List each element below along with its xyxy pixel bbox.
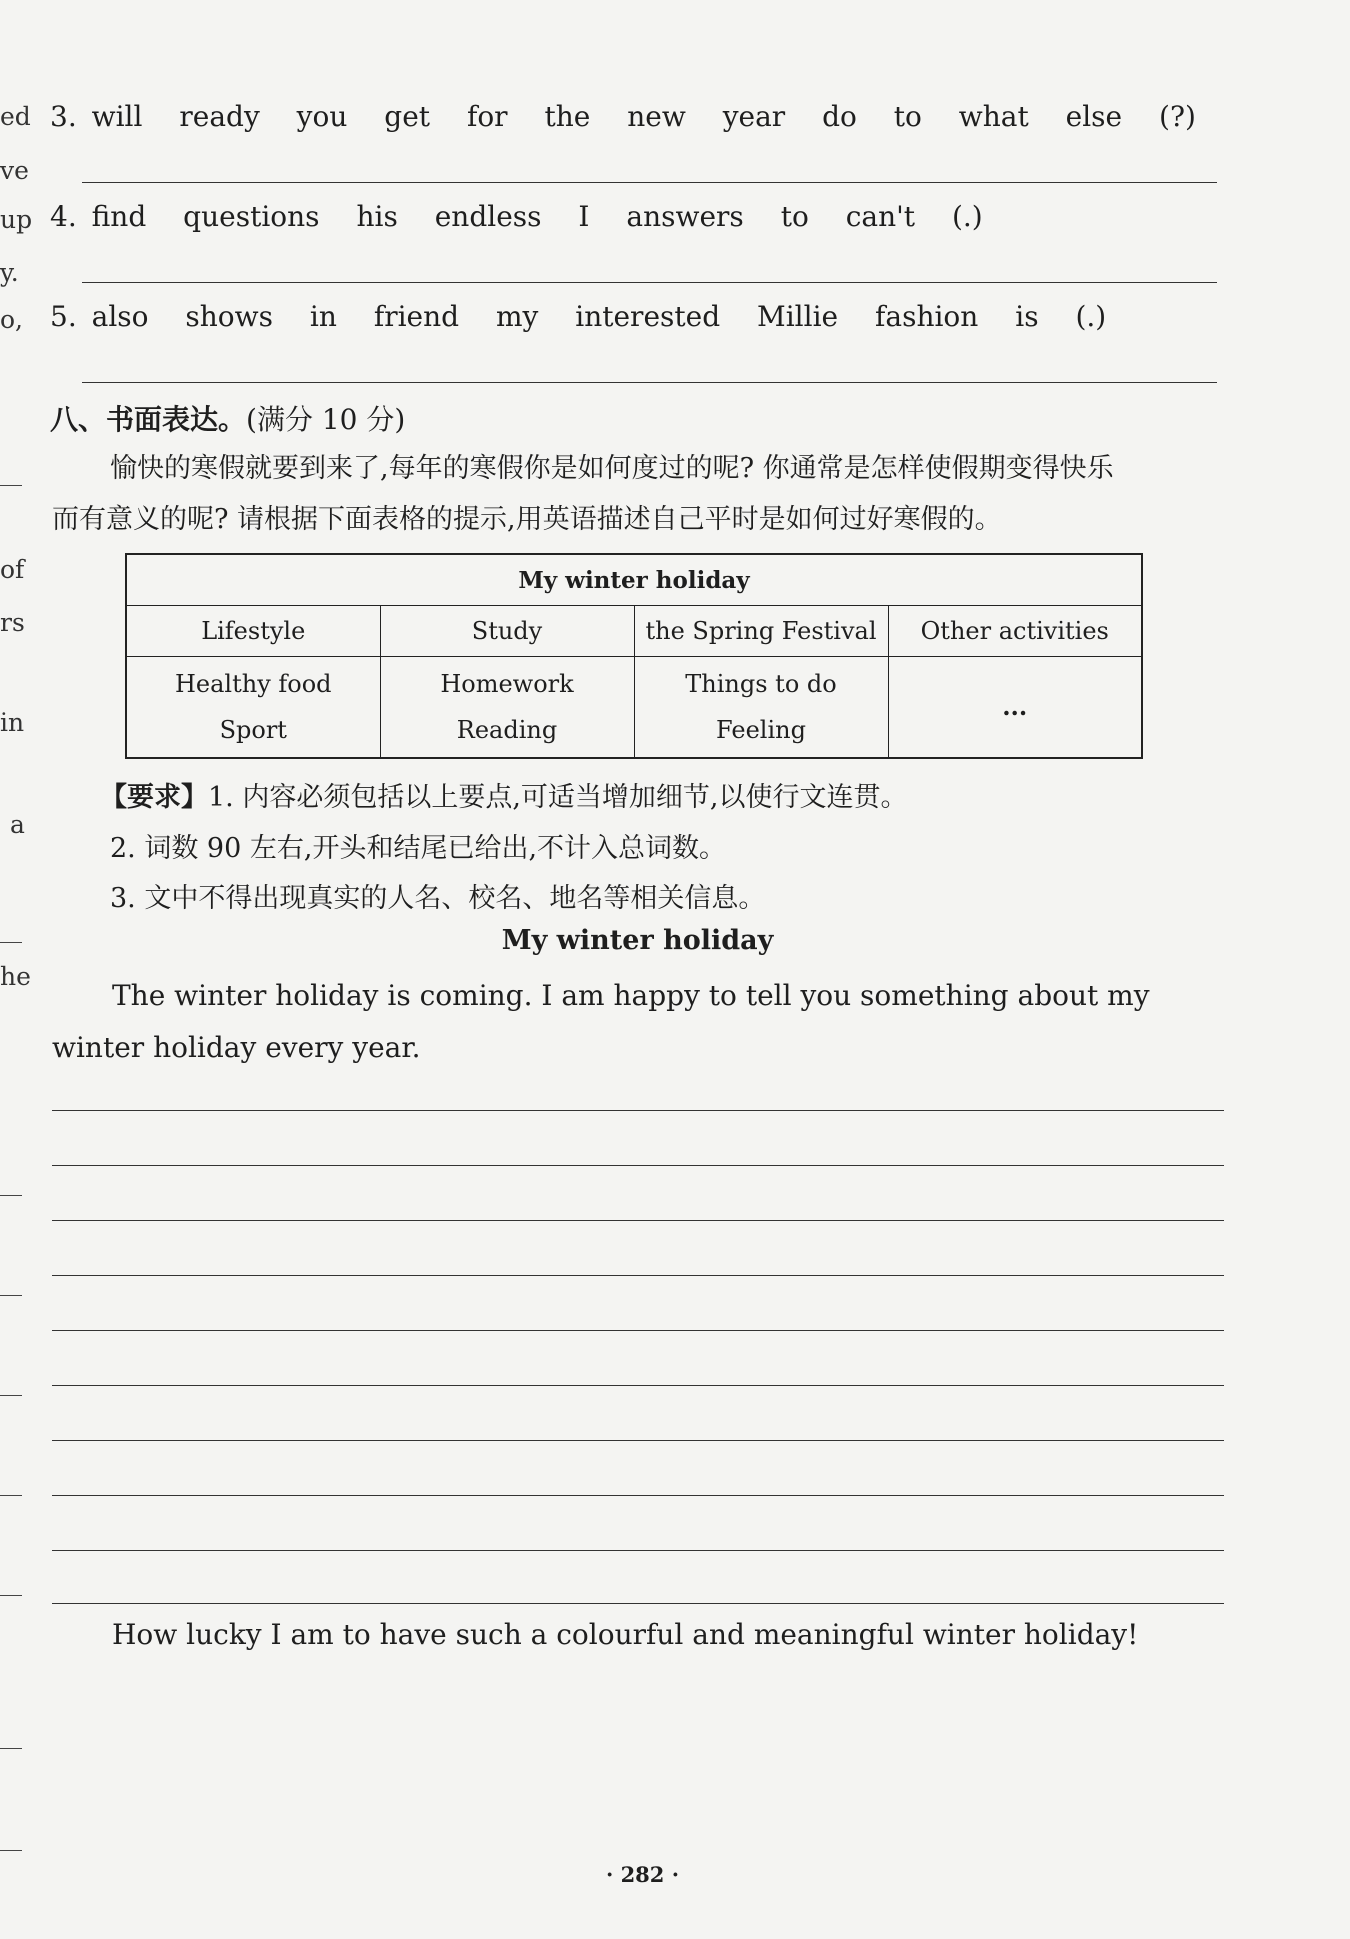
word: find xyxy=(91,200,147,233)
answer-line-3[interactable] xyxy=(82,182,1217,183)
column-header: Study xyxy=(380,606,634,657)
margin-dash xyxy=(0,1395,22,1396)
essay-title: My winter holiday xyxy=(501,925,774,956)
word: new xyxy=(627,100,686,133)
word: year xyxy=(722,100,786,133)
word: what xyxy=(958,100,1029,133)
essay-opening: The winter holiday is coming. I am happy to tell you something about my winter holiday every year. xyxy=(52,979,1150,1064)
word: fashion xyxy=(875,300,979,333)
word: to xyxy=(893,100,922,133)
margin-dash xyxy=(0,1495,22,1496)
margin-dash xyxy=(0,1295,22,1296)
margin-dash xyxy=(0,485,22,486)
writing-line[interactable] xyxy=(52,1440,1224,1441)
word: interested xyxy=(575,300,721,333)
writing-line[interactable] xyxy=(52,1220,1224,1221)
writing-line[interactable] xyxy=(52,1603,1224,1604)
word: (?) xyxy=(1159,100,1196,133)
cell-line: Feeling xyxy=(716,716,806,744)
word: I xyxy=(578,200,590,233)
cell-line: Healthy food xyxy=(174,670,332,698)
cell-line: Homework xyxy=(440,670,574,698)
requirement-3: 3. 文中不得出现真实的人名、校名、地名等相关信息。 xyxy=(110,883,766,914)
word: in xyxy=(309,300,337,333)
word: you xyxy=(296,100,348,133)
answer-line-5[interactable] xyxy=(82,382,1217,383)
column-header: the Spring Festival xyxy=(634,606,888,657)
answer-line-4[interactable] xyxy=(82,282,1217,283)
writing-line[interactable] xyxy=(52,1165,1224,1166)
word: ready xyxy=(179,100,260,133)
word: to xyxy=(780,200,809,233)
word: do xyxy=(822,100,857,133)
word: questions xyxy=(183,200,320,233)
writing-line[interactable] xyxy=(52,1385,1224,1386)
word: endless xyxy=(434,200,542,233)
hint-table xyxy=(125,553,1143,759)
essay-ending: How lucky I am to have such a colourful and meaningful winter holiday! xyxy=(112,1618,1139,1651)
margin-fragment: up xyxy=(0,205,33,234)
question-4 xyxy=(50,200,1011,233)
margin-fragment: in xyxy=(0,708,25,737)
section-heading xyxy=(50,398,405,438)
prompt-line-2: 而有意义的呢? 请根据下面表格的提示,用英语描述自己平时是如何过好寒假的。 xyxy=(52,504,1002,535)
table-cell xyxy=(380,657,634,759)
word: (.) xyxy=(1075,300,1107,333)
table-title: My winter holiday xyxy=(126,554,1142,606)
word: get xyxy=(384,100,431,133)
table-cell xyxy=(634,657,888,759)
cell-line: Sport xyxy=(219,716,287,744)
question-3 xyxy=(50,100,1224,133)
margin-fragment: he xyxy=(0,962,31,991)
question-number: 3. xyxy=(50,100,77,133)
word: will xyxy=(91,100,143,133)
writing-line[interactable] xyxy=(52,1550,1224,1551)
question-5 xyxy=(50,300,1134,333)
margin-dash xyxy=(0,1195,22,1196)
word: my xyxy=(495,300,539,333)
writing-line[interactable] xyxy=(52,1110,1224,1111)
writing-line[interactable] xyxy=(52,1495,1224,1496)
margin-dash xyxy=(0,1595,22,1596)
word: Millie xyxy=(757,300,839,333)
question-number: 5. xyxy=(50,300,77,333)
requirement-2: 2. 词数 90 左右,开头和结尾已给出,不计入总词数。 xyxy=(110,833,727,864)
word: is xyxy=(1015,300,1039,333)
margin-fragment: o, xyxy=(0,305,23,334)
prompt-line-1: 愉快的寒假就要到来了,每年的寒假你是如何度过的呢? 你通常是怎样使假期变得快乐 xyxy=(110,453,1114,484)
column-header: Lifestyle xyxy=(126,606,380,657)
margin-fragment: y. xyxy=(0,258,19,287)
requirement-1 xyxy=(100,775,908,814)
word: else xyxy=(1065,100,1123,133)
column-header: Other activities xyxy=(888,606,1142,657)
margin-dash xyxy=(0,1748,22,1749)
margin-fragment: ed xyxy=(0,102,31,131)
margin-dash xyxy=(0,1850,22,1851)
word: shows xyxy=(185,300,274,333)
word: (.) xyxy=(951,200,983,233)
margin-fragment: rs xyxy=(0,608,25,637)
word: for xyxy=(466,100,508,133)
cell-line: ... xyxy=(1002,692,1028,721)
word: friend xyxy=(373,300,460,333)
word: can't xyxy=(845,200,916,233)
word: also xyxy=(91,300,149,333)
question-number: 4. xyxy=(50,200,77,233)
cell-line: Reading xyxy=(456,716,558,744)
word: his xyxy=(356,200,398,233)
requirement-text: 1. 内容必须包括以上要点,可适当增加细节,以使行文连贯。 xyxy=(208,782,908,813)
section-score: (满分 10 分) xyxy=(246,403,406,436)
margin-fragment: a xyxy=(10,810,25,839)
writing-line[interactable] xyxy=(52,1330,1224,1331)
table-cell xyxy=(126,657,380,759)
word: answers xyxy=(626,200,744,233)
page-number: · 282 · xyxy=(605,1862,680,1887)
margin-fragment: ve xyxy=(0,156,29,185)
margin-fragment: of xyxy=(0,555,25,584)
requirement-label: 【要求】 xyxy=(100,782,208,813)
writing-line[interactable] xyxy=(52,1275,1224,1276)
word: the xyxy=(544,100,591,133)
cell-line: Things to do xyxy=(685,670,837,698)
section-title: 八、书面表达。 xyxy=(50,403,247,436)
table-cell xyxy=(888,657,1142,759)
